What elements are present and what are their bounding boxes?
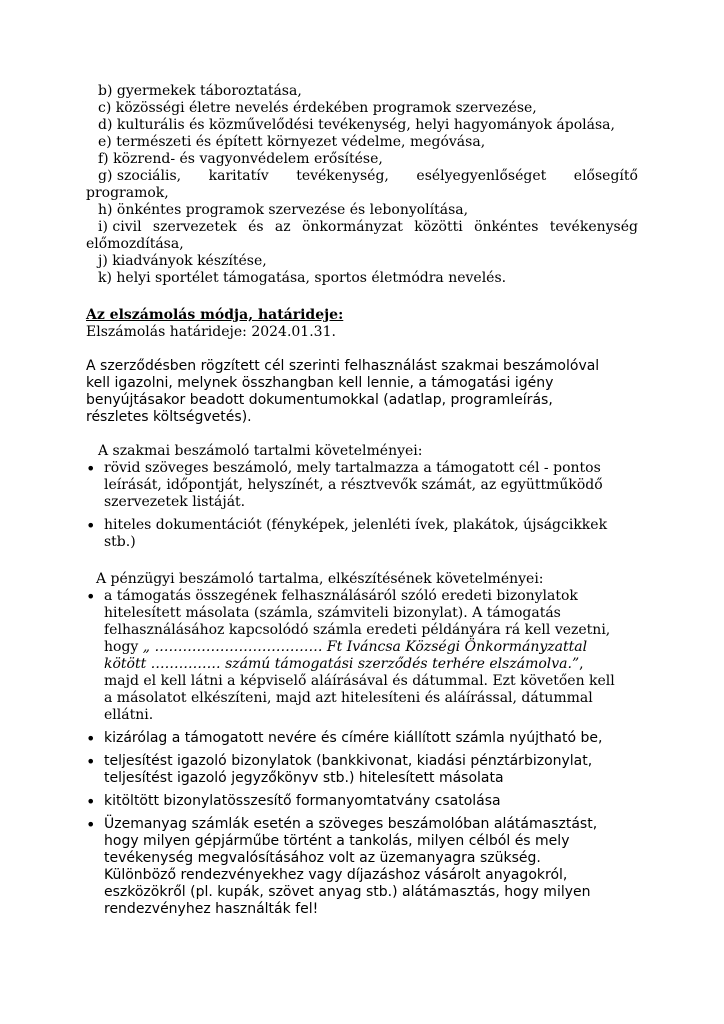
list-item-g-word: tevékenység, xyxy=(296,168,389,184)
bullet-line: hitelesített másolata (számla, számviteli bizonylat). A támogatás xyxy=(104,605,561,621)
bullet-text: , xyxy=(579,656,584,672)
bullet-line: • hiteles dokumentációt (fényképek, jelenléti ívek, plakátok, újságcikkek xyxy=(104,517,608,533)
intro-line: részletes költségvetés). xyxy=(86,409,252,425)
bullet-line: felhasználásához kapcsolódó számla eredeti példányára rá kell vezetni, xyxy=(104,622,611,638)
list-item xyxy=(86,816,646,918)
bullet-line: • teljesítést igazoló bizonylatok (bankkivonat, kiadási pénztárbizonylat, xyxy=(104,753,593,769)
list-item-e: e) természeti és épített környezet védelme, megóvása, xyxy=(98,134,486,150)
list-item-j: j) kiadványok készítése, xyxy=(98,253,267,269)
bullet-line: rendezvényhez használták fel! xyxy=(104,901,319,917)
bullet-line: Különböző rendezvényekhez vagy díjazáshoz vásárolt anyagokról, xyxy=(104,867,568,883)
list-item-c: c) közösségi életre nevelés érdekében programok szervezése, xyxy=(98,100,537,116)
list-item-g-word: g) szociális, xyxy=(98,168,182,184)
settlement-heading: Az elszámolás módja, határideje: xyxy=(86,307,344,323)
financial-report-list xyxy=(86,588,646,918)
list-item-f: f) közrend- és vagyonvédelem erősítése, xyxy=(98,151,383,167)
list-item-d: d) kulturális és közművelődési tevékenység, helyi hagyományok ápolása, xyxy=(98,117,615,133)
list-item xyxy=(86,793,646,810)
list-item xyxy=(86,588,646,724)
bullet-line: stb.) xyxy=(104,534,136,550)
intro-line: benyújtásakor beadott dokumentumokkal (adatlap, programleírás, xyxy=(86,392,553,408)
bullet-line: hogy milyen gépjárműbe történt a tankolás, milyen célból és mely xyxy=(104,833,570,849)
list-item xyxy=(86,753,646,787)
list-item-i xyxy=(86,219,638,236)
declaration-text: „ ……………………………… Ft Iváncsa Községi Önkormányzattal xyxy=(142,639,588,655)
professional-report-title: A szakmai beszámoló tartalmi követelményei: xyxy=(98,443,423,459)
list-item-i-word: önkéntes xyxy=(474,219,539,235)
list-item xyxy=(86,730,646,747)
list-item-i-word: önkormányzat xyxy=(301,219,403,235)
list-item-i-continuation: előmozdítása, xyxy=(86,236,184,252)
list-item-i-word: i) civil xyxy=(98,219,142,235)
bullet-line: • a támogatás összegének felhasználásáról szóló eredeti bizonylatok xyxy=(104,588,578,604)
bullet-line: • rövid szöveges beszámoló, mely tartalmazza a támogatott cél - pontos xyxy=(104,460,601,476)
settlement-section xyxy=(86,307,638,341)
list-item-i-word: tevékenység xyxy=(549,219,638,235)
settlement-deadline: Elszámolás határideje: 2024.01.31. xyxy=(86,324,336,340)
professional-report-title-wrap xyxy=(86,443,638,460)
bullet-line: teljesítést igazoló jegyzőkönyv stb.) hitelesített másolata xyxy=(104,770,504,786)
list-item-k: k) helyi sportélet támogatása, sportos életmódra nevelés. xyxy=(98,270,507,286)
list-item xyxy=(86,517,646,551)
list-item xyxy=(86,460,646,511)
list-item-b: b) gyermekek táboroztatása, xyxy=(98,83,302,99)
list-item-i-word: szervezetek xyxy=(152,219,237,235)
bullet-line: • kitöltött bizonylatösszesítő formanyomtatvány csatolása xyxy=(104,793,501,809)
professional-report-list xyxy=(86,460,646,551)
list-item-g xyxy=(86,168,638,185)
list-item-g-word: karitatív xyxy=(208,168,269,184)
bullet-line xyxy=(104,639,646,656)
list-item-g-word: esélyegyenlőséget xyxy=(416,168,547,184)
list-item-h: h) önkéntes programok szervezése és lebonyolítása, xyxy=(98,202,469,218)
list-item-i-word: az xyxy=(274,219,291,235)
bullet-line: • kizárólag a támogatott nevére és címére kiállított számla nyújtható be, xyxy=(104,730,603,746)
bullet-line: majd el kell látni a képviselő aláírásával és dátummal. Ezt követően kell xyxy=(104,673,615,689)
activity-list xyxy=(86,83,638,287)
list-item-i-word: közötti xyxy=(414,219,463,235)
bullet-line: leírását, időpontját, helyszínét, a résztvevők számát, az együttműködő xyxy=(104,477,603,493)
financial-report-title: A pénzügyi beszámoló tartalma, elkészítésének követelményei: xyxy=(96,571,544,587)
list-item-g-continuation: programok, xyxy=(86,185,169,201)
intro-paragraph xyxy=(86,358,638,426)
intro-line: A szerződésben rögzített cél szerinti felhasználást szakmai beszámolóval xyxy=(86,358,600,374)
financial-report-title-wrap xyxy=(86,571,638,588)
declaration-text: kötött …………… számú támogatási szerződés terhére elszámolva.” xyxy=(104,656,580,672)
bullet-line xyxy=(104,656,646,673)
bullet-line: ellátni. xyxy=(104,707,154,723)
intro-line: kell igazolni, melynek összhangban kell lennie, a támogatási igény xyxy=(86,375,554,391)
bullet-line: eszközökről (pl. kupák, szövet anyag stb.) alátámasztás, hogy milyen xyxy=(104,884,591,900)
bullet-line: • Üzemanyag számlák esetén a szöveges beszámolóban alátámasztást, xyxy=(104,816,598,832)
bullet-text: hogy xyxy=(104,639,143,655)
list-item-g-word: elősegítő xyxy=(573,168,638,184)
bullet-line: szervezetek listáját. xyxy=(104,494,246,510)
list-item-i-word: és xyxy=(248,219,264,235)
bullet-line: tevékenység megvalósításához volt az üzemanyagra szükség. xyxy=(104,850,541,866)
bullet-line: a másolatot elkészíteni, majd azt hitelesíteni és aláírással, dátummal xyxy=(104,690,593,706)
